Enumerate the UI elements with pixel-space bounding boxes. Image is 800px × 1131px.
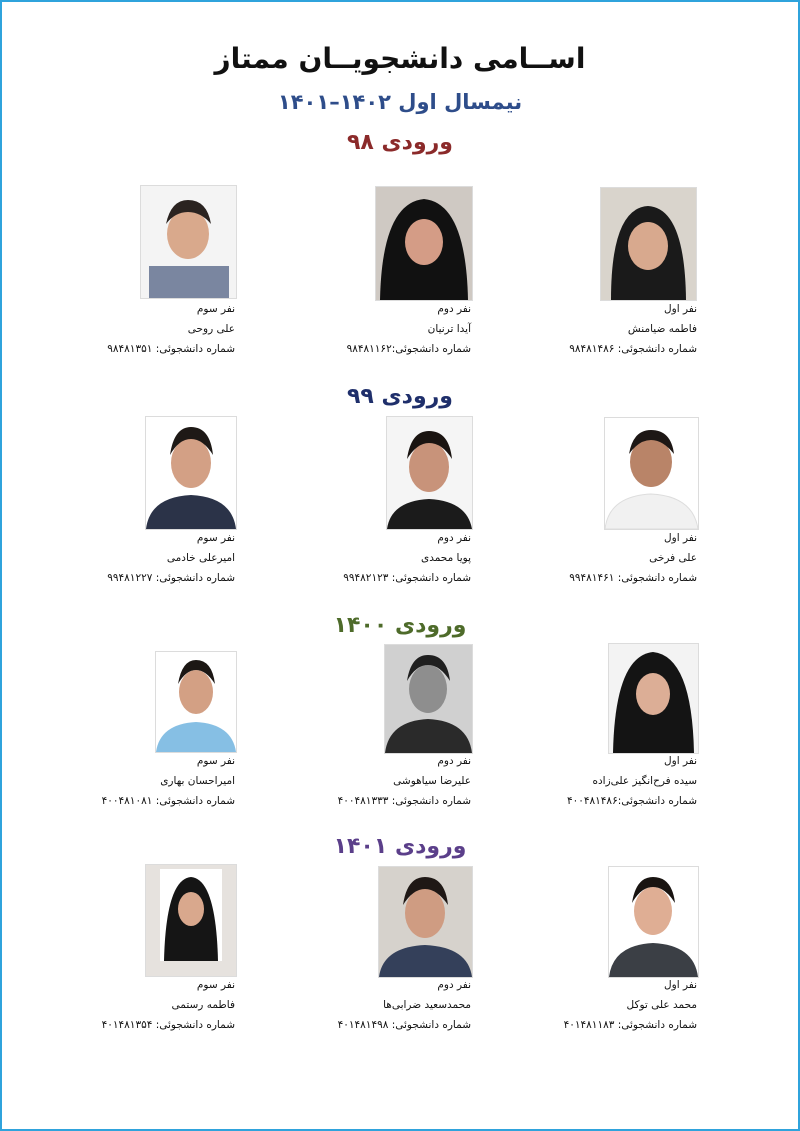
student-name: سیده فرح‌انگیز علی‌زاده bbox=[592, 775, 697, 787]
cohort-1400-heading: ورودی ۱۴۰۰ bbox=[333, 613, 467, 638]
rank-label: نفر دوم bbox=[437, 532, 471, 544]
student-id: شماره دانشجوئی: ۹۸۴۸۱۴۸۶ bbox=[569, 343, 697, 355]
student-name: فاطمه رستمی bbox=[171, 999, 235, 1011]
student-name: امیرعلی خادمی bbox=[166, 552, 235, 564]
student-photo bbox=[155, 651, 237, 753]
rank-label: نفر اول bbox=[664, 979, 697, 991]
student-photo bbox=[145, 864, 237, 977]
student-id: شماره دانشجوئی: ۴۰۰۴۸۱۳۳۳ bbox=[337, 795, 471, 807]
student-photo bbox=[375, 186, 473, 301]
student-id: شماره دانشجوئی: ۴۰۱۴۸۱۱۸۳ bbox=[563, 1019, 697, 1031]
rank-label: نفر دوم bbox=[437, 755, 471, 767]
student-photo bbox=[608, 643, 699, 754]
rank-label: نفر سوم bbox=[196, 979, 235, 991]
student-id: شماره دانشجوئی: ۹۹۴۸۲۱۲۳ bbox=[343, 572, 471, 584]
student-name: فاطمه ضیامنش bbox=[627, 323, 697, 335]
student-id: شماره دانشجوئی: ۴۰۱۴۸۱۳۵۴ bbox=[101, 1019, 235, 1031]
rank-label: نفر اول bbox=[664, 303, 697, 315]
student-id: شماره دانشجوئی: ۹۹۴۸۱۴۶۱ bbox=[569, 572, 697, 584]
rank-label: نفر اول bbox=[664, 755, 697, 767]
student-name: آیدا ترنیان bbox=[427, 323, 471, 335]
student-id: شماره دانشجوئی: ۴۰۱۴۸۱۴۹۸ bbox=[337, 1019, 471, 1031]
student-name: محمدسعید ضرابی‌ها bbox=[383, 999, 471, 1011]
rank-label: نفر دوم bbox=[437, 303, 471, 315]
page-title: اســامی دانشجویــان ممتاز bbox=[214, 42, 586, 75]
rank-label: نفر سوم bbox=[196, 303, 235, 315]
student-photo bbox=[600, 187, 697, 301]
cohort-99-heading: ورودی ۹۹ bbox=[347, 384, 453, 409]
student-name: امیراحسان بهاری bbox=[160, 775, 235, 787]
student-name: علیرضا سیاهوشی bbox=[393, 775, 471, 787]
student-id: شماره دانشجوئی:۹۸۴۸۱۱۶۲ bbox=[346, 343, 471, 355]
student-id: شماره دانشجوئی:۴۰۰۴۸۱۴۸۶ bbox=[566, 795, 697, 807]
student-photo bbox=[145, 416, 237, 530]
student-photo bbox=[140, 185, 237, 299]
student-name: محمد علی توکل bbox=[626, 999, 697, 1011]
student-id: شماره دانشجوئی: ۴۰۰۴۸۱۰۸۱ bbox=[101, 795, 235, 807]
student-photo bbox=[386, 416, 473, 530]
student-photo bbox=[608, 866, 699, 978]
student-name: پویا محمدی bbox=[420, 552, 471, 564]
student-name: علی فرخی bbox=[649, 552, 697, 564]
student-photo bbox=[384, 644, 473, 754]
rank-label: نفر اول bbox=[664, 532, 697, 544]
student-photo bbox=[378, 866, 473, 978]
student-id: شماره دانشجوئی: ۹۹۴۸۱۲۲۷ bbox=[107, 572, 235, 584]
student-photo bbox=[604, 417, 699, 530]
student-id: شماره دانشجوئی: ۹۸۴۸۱۳۵۱ bbox=[107, 343, 235, 355]
rank-label: نفر دوم bbox=[437, 979, 471, 991]
student-name: علی روحی bbox=[187, 323, 235, 335]
rank-label: نفر سوم bbox=[196, 532, 235, 544]
semester-subtitle: نیمسال اول ۱۴۰۲–۱۴۰۱ bbox=[277, 90, 523, 114]
cohort-98-heading: ورودی ۹۸ bbox=[347, 130, 453, 155]
cohort-1401-heading: ورودی ۱۴۰۱ bbox=[333, 834, 467, 859]
rank-label: نفر سوم bbox=[196, 755, 235, 767]
